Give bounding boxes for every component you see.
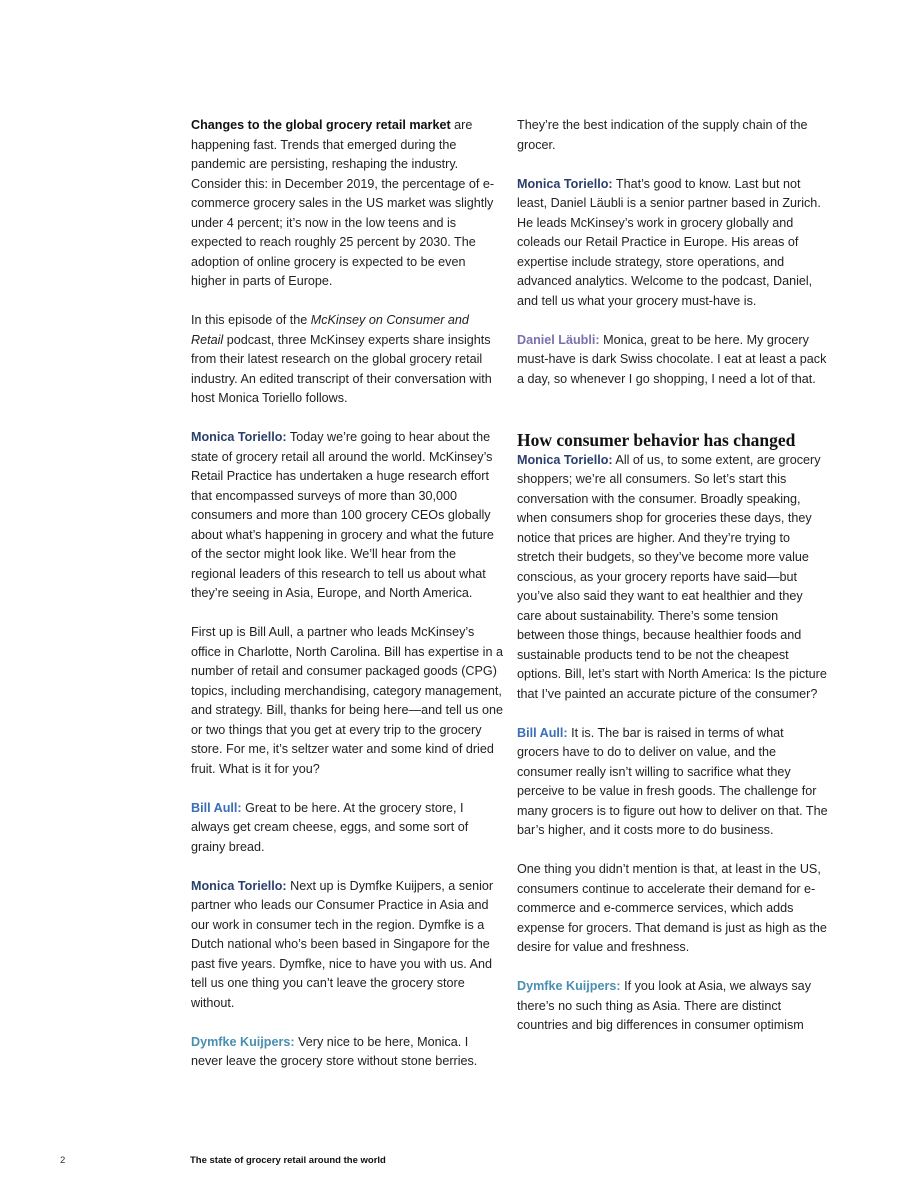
paragraph-text: If you look at Asia, we always say there’s no such thing as Asia. There are distinct countries and big differences in consumer optimism xyxy=(517,979,811,1032)
transcript-paragraph xyxy=(517,175,829,312)
right-column xyxy=(517,116,829,1036)
section-heading: How consumer behavior has changed xyxy=(517,429,796,450)
paragraph-text: One thing you didn’t mention is that, at least in the US, consumers continue to accelerate their demand for e-commerce and e-commerce services, which adds expense for grocers. That demand is just as high as the desire for value and freshness. xyxy=(517,862,827,954)
paragraph-text: That’s good to know. Last but not least, Daniel Läubli is a senior partner based in Zurich. He leads McKinsey’s work in grocery globally and coleads our Retail Practice in Europe. His areas of expertise include strategy, store operations, and advanced analytics. Welcome to the podcast, Daniel, and tell us what your grocery must-have is. xyxy=(517,176,821,308)
left-column xyxy=(191,116,503,1072)
speaker-dymfke: Dymfke Kuijpers: xyxy=(517,979,621,993)
transcript-paragraph xyxy=(191,623,503,779)
speaker-monica: Monica Toriello: xyxy=(191,878,287,893)
transcript-paragraph xyxy=(191,877,503,1014)
transcript-paragraph xyxy=(517,116,829,155)
transcript-paragraph xyxy=(517,451,829,705)
page-number: 2 xyxy=(60,1155,66,1166)
episode-before: In this episode of the xyxy=(191,313,311,327)
podcast-title: McKinsey on Consumer and Retail xyxy=(191,313,469,347)
transcript-paragraph xyxy=(191,1033,503,1072)
paragraph-text: Very nice to be here, Monica. I never leave the grocery store without stone berries. xyxy=(191,1034,478,1068)
paragraph-text: Today we’re going to hear about the state of grocery retail all around the world. McKinsey’s Retail Practice has undertaken a huge research effort that encompassed surveys of more than 30,000 consumers and more than 100 grocery CEOs globally about what’s happening in grocery and what the future of the sector might look like. We’ll hear from the regional leaders of this research to tell us about what they’re seeing in Asia, Europe, and North America. xyxy=(191,430,494,600)
speaker-bill: Bill Aull: xyxy=(517,725,568,740)
paragraph-text: Next up is Dymfke Kuijpers, a senior partner who leads our Consumer Practice in Asia and our work in consumer tech in the region. Dymfke is a Dutch national who’s been based in Singapore for the past five years. Dymfke, nice to have you with us. And tell us one thing you can’t leave the grocery store without. xyxy=(191,878,494,1010)
speaker-monica: Monica Toriello: xyxy=(517,176,613,191)
intro-text: are happening fast. Trends that emerged during the pandemic are persisting, reshaping the industry. Consider this: in December 2019, the percentage of e-commerce grocery sales in the US market was slightly under 4 percent; it’s now in the low teens and is expected to reach roughly 25 percent by 2030. The adoption of online grocery is expected to be even higher in parts of Europe. xyxy=(191,118,495,288)
paragraph-text: Great to be here. At the grocery store, I always get cream cheese, eggs, and some sort of grainy bread. xyxy=(191,800,469,854)
transcript-paragraph xyxy=(517,331,829,390)
episode-after: podcast, three McKinsey experts share insights from their latest research on the global grocery retail industry. An edited transcript of their conversation with host Monica Toriello follows. xyxy=(191,332,492,405)
transcript-paragraph xyxy=(191,799,503,858)
footer-title: The state of grocery retail around the world xyxy=(190,1155,386,1166)
paragraph-text: They’re the best indication of the supply chain of the grocer. xyxy=(517,118,808,152)
intro-lead: Changes to the global grocery retail market xyxy=(191,118,451,132)
transcript-paragraph xyxy=(191,428,503,604)
episode-paragraph xyxy=(191,311,503,409)
transcript-paragraph xyxy=(517,977,829,1036)
transcript-paragraph xyxy=(517,724,829,841)
speaker-monica: Monica Toriello: xyxy=(191,430,287,444)
transcript-paragraph xyxy=(517,860,829,958)
speaker-dymfke: Dymfke Kuijpers: xyxy=(191,1034,295,1049)
paragraph-text: Monica, great to be here. My grocery must-have is dark Swiss chocolate. I eat at least a pack a day, so whenever I go shopping, I need a lot of that. xyxy=(517,332,827,386)
section-spacer-2 xyxy=(517,410,829,430)
intro-paragraph xyxy=(191,116,503,292)
section-spacer xyxy=(517,389,829,410)
paragraph-text: All of us, to some extent, are grocery shoppers; we’re all consumers. So let’s start this conversation with the consumer. Broadly speaking, when consumers shop for groceries these days, they notice that prices are higher. And they’re trying to stretch their budgets, so they’ve become more value conscious, as your grocery reports have said—but you’ve also said they want to eat healthier and they care about sustainability. There’s some tension between those things, because healthier foods and sustainable products tend to be not the cheapest options. Bill, let’s start with North America: Is the picture that I’ve painted an accurate picture of the consumer? xyxy=(517,452,827,701)
paragraph-text: First up is Bill Aull, a partner who leads McKinsey’s office in Charlotte, North Carolina. Bill has expertise in a number of retail and consumer packaged goods (CPG) topics, including merchandising, category management, and strategy. Bill, thanks for being here—and tell us one or two things that you get at every trip to the grocery store. For me, it’s seltzer water and some kind of dried fruit. What is it for you? xyxy=(191,625,503,776)
paragraph-text: It is. The bar is raised in terms of what grocers have to do to deliver on value, and the consumer really isn’t willing to sacrifice what they perceive to be value in fresh goods. The challenge for many grocers is to figure out how to deliver on that. The bar’s higher, and it costs more to do business. xyxy=(517,725,828,837)
speaker-bill: Bill Aull: xyxy=(191,800,242,815)
speaker-monica: Monica Toriello: xyxy=(517,452,613,467)
speaker-daniel: Daniel Läubli: xyxy=(517,332,600,347)
